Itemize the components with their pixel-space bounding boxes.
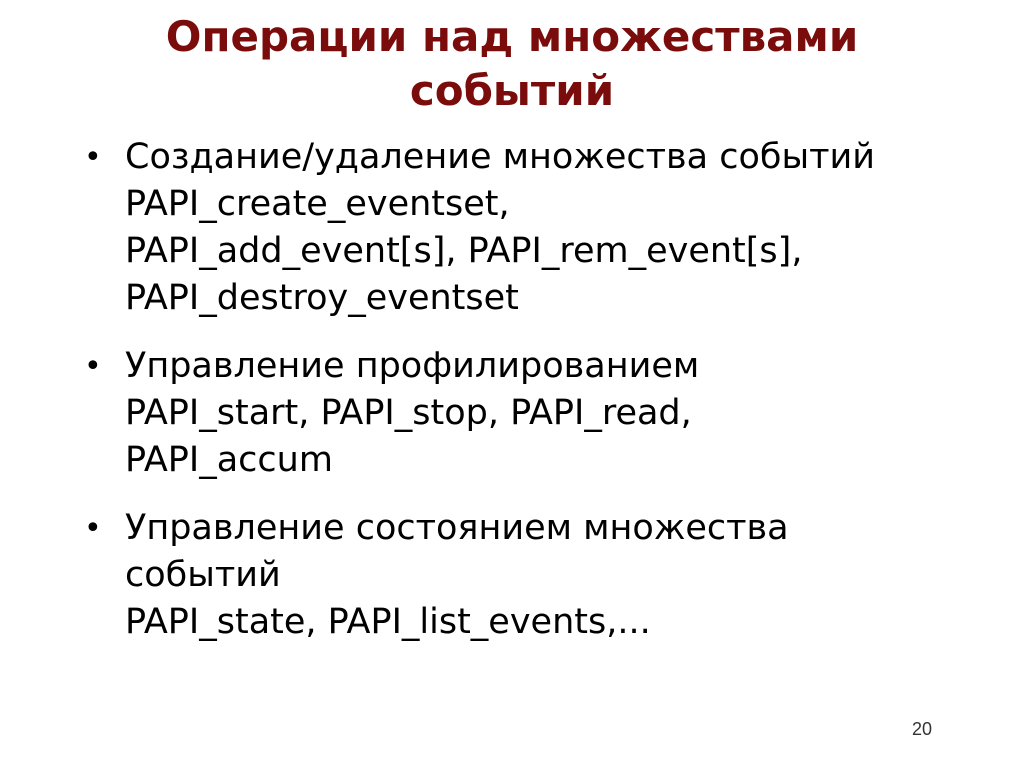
bullet-list — [84, 134, 984, 667]
bullet-item-eventset-create-delete — [84, 134, 984, 322]
bullet-line: PAPI_add_event[s], PAPI_rem_event[s], — [125, 231, 803, 271]
bullet-line: PAPI_destroy_eventset — [125, 278, 519, 318]
bullet-line: Управление состоянием множества — [125, 508, 789, 548]
bullet-icon: • — [84, 349, 102, 384]
bullet-item-eventset-state-control — [84, 505, 984, 646]
bullet-icon: • — [84, 140, 102, 175]
title-line-1: Операции над множествами — [165, 12, 859, 61]
bullet-item-profiling-control — [84, 343, 984, 484]
bullet-line: PAPI_start, PAPI_stop, PAPI_read, — [125, 393, 692, 433]
bullet-line: событий — [125, 555, 281, 595]
slide-title — [60, 10, 964, 118]
bullet-icon: • — [84, 511, 102, 546]
bullet-line: PAPI_create_eventset, — [125, 184, 510, 224]
bullet-line: PAPI_state, PAPI_list_events,... — [125, 602, 651, 642]
bullet-line: Создание/удаление множества событий — [125, 137, 875, 177]
page-number: 20 — [912, 719, 933, 739]
bullet-line: Управление профилированием — [125, 346, 700, 386]
title-line-2: событий — [409, 66, 615, 115]
bullet-line: PAPI_accum — [125, 440, 333, 480]
